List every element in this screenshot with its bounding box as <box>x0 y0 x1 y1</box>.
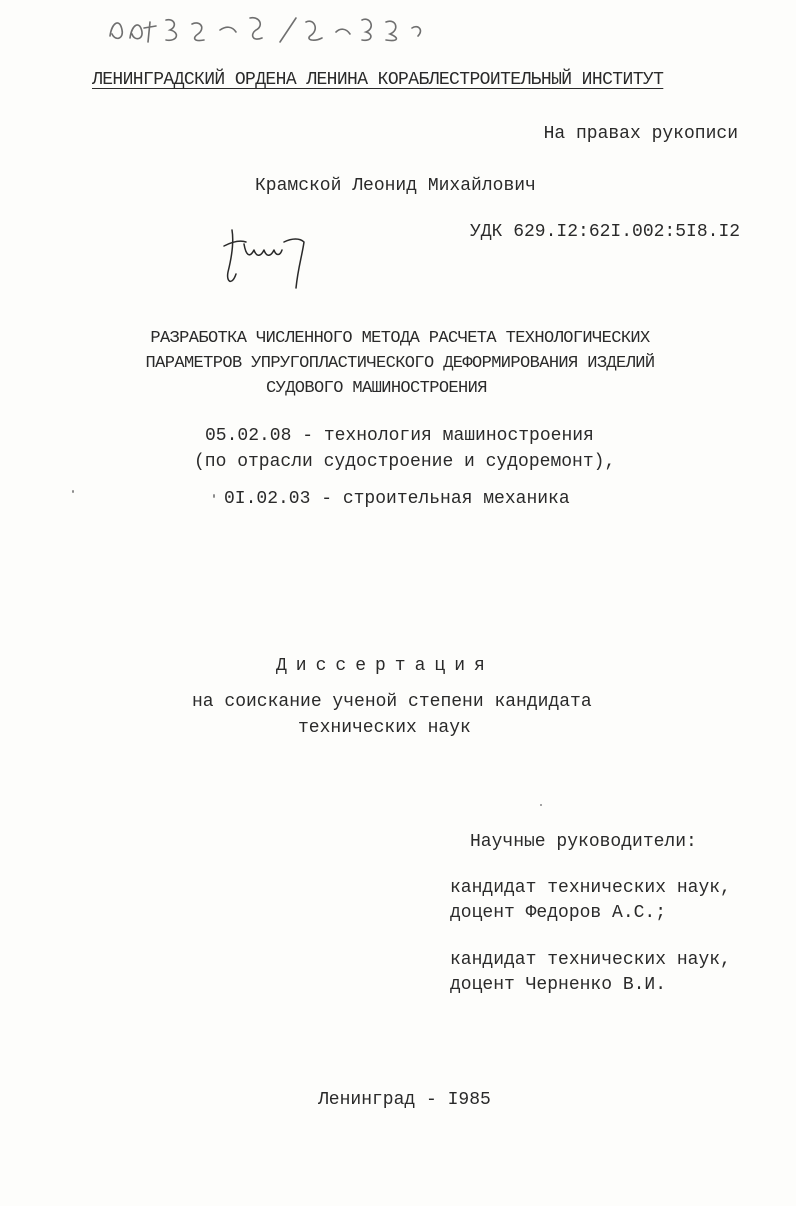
title-line: РАЗРАБОТКА ЧИСЛЕННОГО МЕТОДА РАСЧЕТА ТЕХНОЛОГИЧЕСКИХ <box>150 329 650 348</box>
title-line: СУДОВОГО МАШИНОСТРОЕНИЯ <box>266 379 487 398</box>
document-type: Диссертация <box>276 656 494 676</box>
city-year: Ленинград - I985 <box>318 1090 491 1110</box>
degree-line-2: технических наук <box>298 718 471 738</box>
supervisor-2-title: кандидат технических наук, <box>450 950 731 970</box>
title-line: ПАРАМЕТРОВ УПРУГОПЛАСТИЧЕСКОГО ДЕФОРМИРОВАНИЯ ИЗДЕЛИЙ <box>145 354 655 373</box>
specialty-1-branch: (по отрасли судостроение и судоремонт), <box>194 452 616 472</box>
author-name: Крамской Леонид Михайлович <box>255 176 536 196</box>
institute-name: ЛЕНИНГРАДСКИЙ ОРДЕНА ЛЕНИНА КОРАБЛЕСТРОИТЕЛЬНЫЙ ИНСТИТУТ <box>92 70 664 90</box>
rights-note: На правах рукописи <box>543 124 738 144</box>
specialty-1: 05.02.08 - технология машиностроения <box>205 426 594 446</box>
degree-line-1: на соискание ученой степени кандидата <box>192 692 592 712</box>
scan-speck <box>540 804 542 806</box>
supervisor-1-title: кандидат технических наук, <box>450 878 731 898</box>
supervisor-1-name: доцент Федоров А.С.; <box>450 903 667 923</box>
udc-code: УДК 629.I2:62I.002:5I8.I2 <box>470 222 741 242</box>
supervisors-label: Научные руководители: <box>470 832 697 852</box>
dissertation-title <box>60 326 740 401</box>
supervisor-2-name: доцент Черненко В.И. <box>450 975 667 995</box>
scan-speck <box>72 490 74 493</box>
scan-speck <box>213 494 215 498</box>
handwritten-marking-icon <box>100 8 440 48</box>
specialty-2: 0I.02.03 - строительная механика <box>224 489 570 509</box>
signature-icon <box>210 212 320 292</box>
